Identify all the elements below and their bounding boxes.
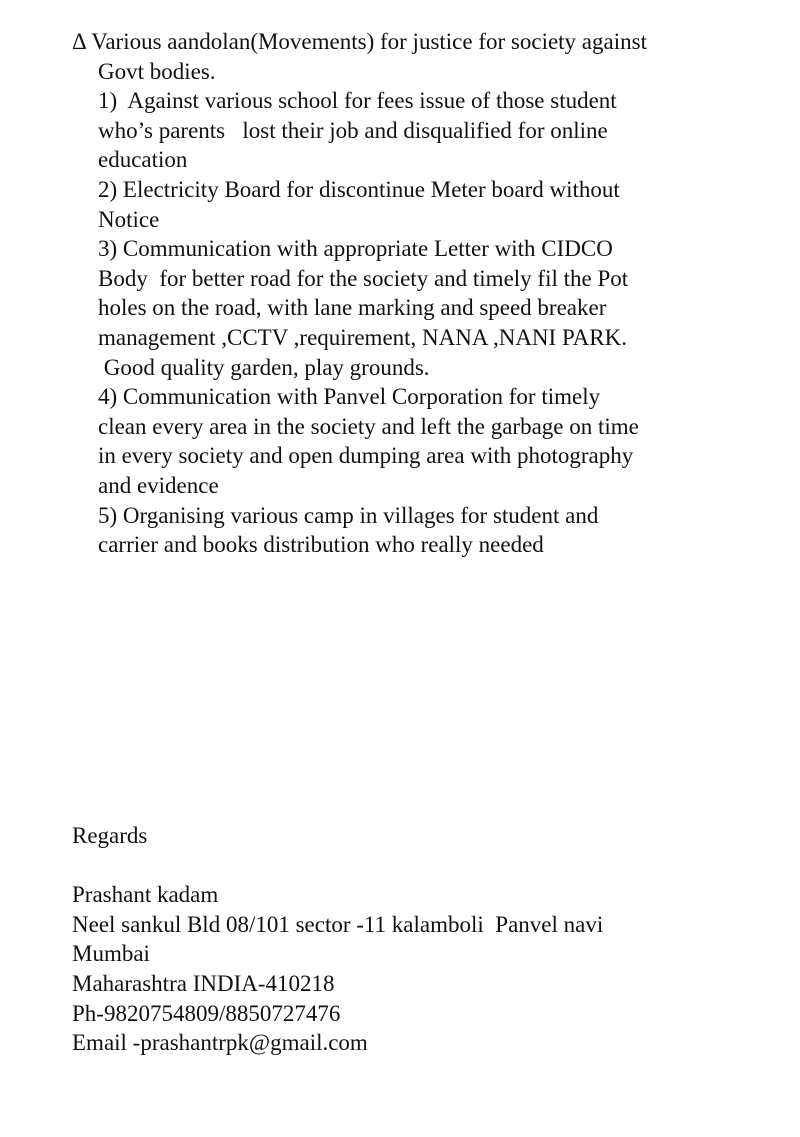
list-item	[72, 234, 762, 382]
list-item-line: management ,CCTV ,requirement, NANA ,NANI PARK.	[98, 324, 627, 350]
email-address: Email -prashantrpk@gmail.com	[72, 1030, 368, 1056]
section-heading	[72, 27, 762, 57]
address-line: Neel sankul Bld 08/101 sector -11 kalamboli Panvel navi	[72, 911, 604, 937]
list-item-line: Good quality garden, play grounds.	[98, 354, 430, 380]
heading-text: Various aandolan(Movements) for justice for society against	[85, 29, 647, 54]
list-item-line: 3) Communication with appropriate Letter with CIDCO	[98, 236, 613, 262]
list-item-line: holes on the road, with lane marking and speed breaker	[98, 295, 607, 321]
sender-name: Prashant kadam	[72, 882, 219, 908]
list-item-line: 4) Communication with Panvel Corporation for timely	[98, 384, 601, 410]
list-item-line: Body for better road for the society and timely fil the Pot	[98, 265, 629, 291]
address-line: Mumbai	[72, 941, 150, 967]
blank-line	[72, 851, 762, 881]
phone-number: Ph-9820754809/8850727476	[72, 1000, 341, 1026]
list-item	[72, 175, 762, 234]
list-item-line: in every society and open dumping area with photography	[98, 443, 634, 469]
list-item	[72, 382, 762, 500]
regards-text: Regards	[72, 823, 148, 848]
delta-marker: Δ	[72, 29, 86, 54]
list-item-line: and evidence	[98, 472, 219, 498]
list-item-line: education	[98, 147, 188, 173]
list-item-line: who’s parents lost their job and disqualified for online	[98, 117, 608, 143]
movements-section	[72, 27, 762, 560]
list-item	[72, 86, 762, 175]
list-item-line: 5) Organising various camp in villages for student and	[98, 502, 599, 528]
address-line: Maharashtra INDIA-410218	[72, 970, 335, 996]
heading-continuation: Govt bodies.	[98, 58, 216, 84]
list-item-line: 2) Electricity Board for discontinue Meter board without	[98, 176, 620, 202]
signature-block	[72, 821, 762, 1058]
list-item-line: 1) Against various school for fees issue of those student	[98, 88, 617, 114]
list-item-line: clean every area in the society and left the garbage on time	[98, 413, 639, 439]
list-item	[72, 501, 762, 560]
list-item-line: Notice	[98, 206, 160, 232]
list-item-line: carrier and books distribution who really needed	[98, 532, 544, 558]
